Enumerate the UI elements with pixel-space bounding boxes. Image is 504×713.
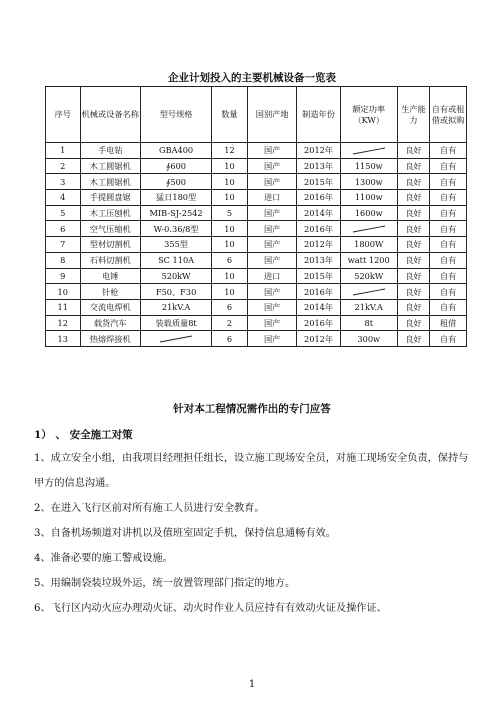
cell-origin: 国产 [247,158,297,174]
cell-ownership: 自有 [430,205,467,221]
cell-origin: 国产 [247,205,297,221]
cell-year: 2013年 [297,252,340,268]
cell-no: 5 [46,205,81,221]
cell-capacity: 良好 [397,158,429,174]
cell-qty: 10 [212,221,248,237]
cell-ownership: 自有 [430,252,467,268]
cell-power [340,143,397,159]
cell-year: 2012年 [297,331,340,347]
cell-no: 6 [46,221,81,237]
cell-model: GBA400 [140,143,211,159]
header-capacity: 生产能力 [397,87,429,143]
cell-model: 猛日180型 [140,190,211,206]
header-power: 额定功率（KW） [340,87,397,143]
cell-power: 1150w [340,158,397,174]
cell-year: 2014年 [297,205,340,221]
cell-model: MIB-SJ-2542 [140,205,211,221]
cell-power: 1300w [340,174,397,190]
cell-no: 4 [46,190,81,206]
cell-ownership: 租借 [430,315,467,331]
table-header-row [46,87,467,143]
cell-origin: 国产 [247,237,297,253]
subsection-title: 1） 、 安全施工对策 [34,429,133,441]
cell-year: 2016年 [297,284,340,300]
cell-qty: 6 [212,299,248,315]
cell-no: 2 [46,158,81,174]
cell-model: 355型 [140,237,211,253]
cell-power: 8t [340,315,397,331]
table-row [46,205,467,221]
table-row [46,315,467,331]
cell-capacity: 良好 [397,268,429,284]
cell-year: 2016年 [297,315,340,331]
cell-name: 手提圆盘锯 [80,190,140,206]
cell-model: W-0.36/8型 [140,221,211,237]
cell-qty: 6 [212,252,248,268]
cell-ownership: 自有 [430,221,467,237]
table-row [46,221,467,237]
table-row [46,268,467,284]
cell-capacity: 良好 [397,143,429,159]
cell-no: 3 [46,174,81,190]
cell-capacity: 良好 [397,174,429,190]
cell-name: 交流电焊机 [80,299,140,315]
cell-model: 21kV.A [140,299,211,315]
cell-model [140,331,211,347]
cell-qty: 10 [212,158,248,174]
header-name: 机械或设备名称 [80,87,140,143]
empty-slash-icon [158,334,194,344]
cell-power [340,284,397,300]
cell-origin: 国产 [247,252,297,268]
table-row [46,299,467,315]
paragraph-1: 1、成立安全小组，由我项目经理担任组长，设立施工现场安全员，对施工现场安全负责，保持与甲方的信息沟通。 [34,453,469,489]
equipment-table [45,86,467,347]
table-row [46,284,467,300]
cell-model: 装载质量8t [140,315,211,331]
empty-slash-icon [351,146,387,156]
table-row [46,143,467,159]
cell-origin: 国产 [247,284,297,300]
cell-name: 木工圆锯机 [80,158,140,174]
cell-power: 1800W [340,237,397,253]
header-origin: 国别产地 [247,87,297,143]
paragraph-3: 3、自备机场频道对讲机以及值班室固定手机，保持信息通畅有效。 [34,528,336,539]
cell-power: 1100w [340,190,397,206]
cell-name: 载货汽车 [80,315,140,331]
cell-capacity: 良好 [397,299,429,315]
cell-model: ∮600 [140,158,211,174]
table-row [46,252,467,268]
cell-origin: 国产 [247,221,297,237]
cell-qty: 2 [212,315,248,331]
cell-capacity: 良好 [397,252,429,268]
cell-no: 12 [46,315,81,331]
cell-capacity: 良好 [397,190,429,206]
table-row [46,158,467,174]
table-row [46,237,467,253]
cell-year: 2012年 [297,237,340,253]
page-number: 1 [248,679,256,690]
cell-model: 520kW [140,268,211,284]
section-title: 针对本工程情况需作出的专门应答 [173,403,331,415]
empty-slash-icon [351,224,387,234]
cell-ownership: 自有 [430,284,467,300]
cell-power: 21kV.A [340,299,397,315]
cell-power: watt 1200 [340,252,397,268]
cell-no: 7 [46,237,81,253]
cell-no: 10 [46,284,81,300]
cell-ownership: 自有 [430,190,467,206]
cell-origin: 进口 [247,190,297,206]
cell-no: 13 [46,331,81,347]
cell-no: 11 [46,299,81,315]
cell-qty: 6 [212,331,248,347]
cell-capacity: 良好 [397,331,429,347]
cell-no: 9 [46,268,81,284]
cell-name: 木工压刨机 [80,205,140,221]
table-row [46,190,467,206]
cell-model: SC 110A [140,252,211,268]
cell-name: 热熔焊接机 [80,331,140,347]
table-title: 企业计划投入的主要机械设备一览表 [168,72,336,84]
cell-origin: 国产 [247,174,297,190]
cell-year: 2015年 [297,268,340,284]
cell-name: 手电钻 [80,143,140,159]
cell-year: 2016年 [297,190,340,206]
paragraph-2: 2、在进入飞行区前对所有施工人员进行安全教育。 [34,503,265,514]
cell-name: 针枪 [80,284,140,300]
cell-capacity: 良好 [397,221,429,237]
cell-power: 300w [340,331,397,347]
cell-qty: 10 [212,284,248,300]
cell-capacity: 良好 [397,315,429,331]
cell-ownership: 自有 [430,331,467,347]
header-no: 序号 [46,87,81,143]
cell-power [340,221,397,237]
header-year: 制造年份 [297,87,340,143]
header-ownership: 自有或租借或拟购 [430,87,467,143]
paragraph-5: 5、用编制袋装垃圾外运，统一放置管理部门指定的地方。 [34,578,296,589]
table-row [46,174,467,190]
cell-qty: 10 [212,237,248,253]
cell-model: ∮500 [140,174,211,190]
cell-qty: 10 [212,268,248,284]
header-model: 型号规格 [140,87,211,143]
paragraph-6: 6、飞行区内动火应办理动火证、动火时作业人员应持有有效动火证及操作证、 [34,603,387,614]
paragraph-4: 4、准备必要的施工警戒设施。 [34,553,173,564]
header-qty: 数量 [212,87,248,143]
cell-ownership: 自有 [430,143,467,159]
cell-no: 1 [46,143,81,159]
empty-slash-icon [351,287,387,297]
cell-qty: 10 [212,190,248,206]
cell-qty: 5 [212,205,248,221]
cell-year: 2013年 [297,158,340,174]
cell-origin: 进口 [247,268,297,284]
cell-origin: 国产 [247,315,297,331]
cell-qty: 12 [212,143,248,159]
cell-name: 木工圆锯机 [80,174,140,190]
cell-ownership: 自有 [430,299,467,315]
cell-power: 1600w [340,205,397,221]
cell-name: 空气压缩机 [80,221,140,237]
cell-name: 石料切割机 [80,252,140,268]
cell-name: 电锤 [80,268,140,284]
cell-capacity: 良好 [397,284,429,300]
cell-no: 8 [46,252,81,268]
cell-origin: 国产 [247,331,297,347]
cell-capacity: 良好 [397,205,429,221]
cell-ownership: 自有 [430,174,467,190]
cell-year: 2016年 [297,221,340,237]
cell-ownership: 自有 [430,158,467,174]
cell-year: 2012年 [297,143,340,159]
cell-capacity: 良好 [397,237,429,253]
cell-ownership: 自有 [430,237,467,253]
cell-qty: 10 [212,174,248,190]
cell-origin: 国产 [247,143,297,159]
cell-model: F50、F30 [140,284,211,300]
cell-power: 520kW [340,268,397,284]
cell-name: 型材切割机 [80,237,140,253]
table-row [46,331,467,347]
cell-year: 2015年 [297,174,340,190]
cell-year: 2014年 [297,299,340,315]
cell-origin: 国产 [247,299,297,315]
cell-ownership: 自有 [430,268,467,284]
